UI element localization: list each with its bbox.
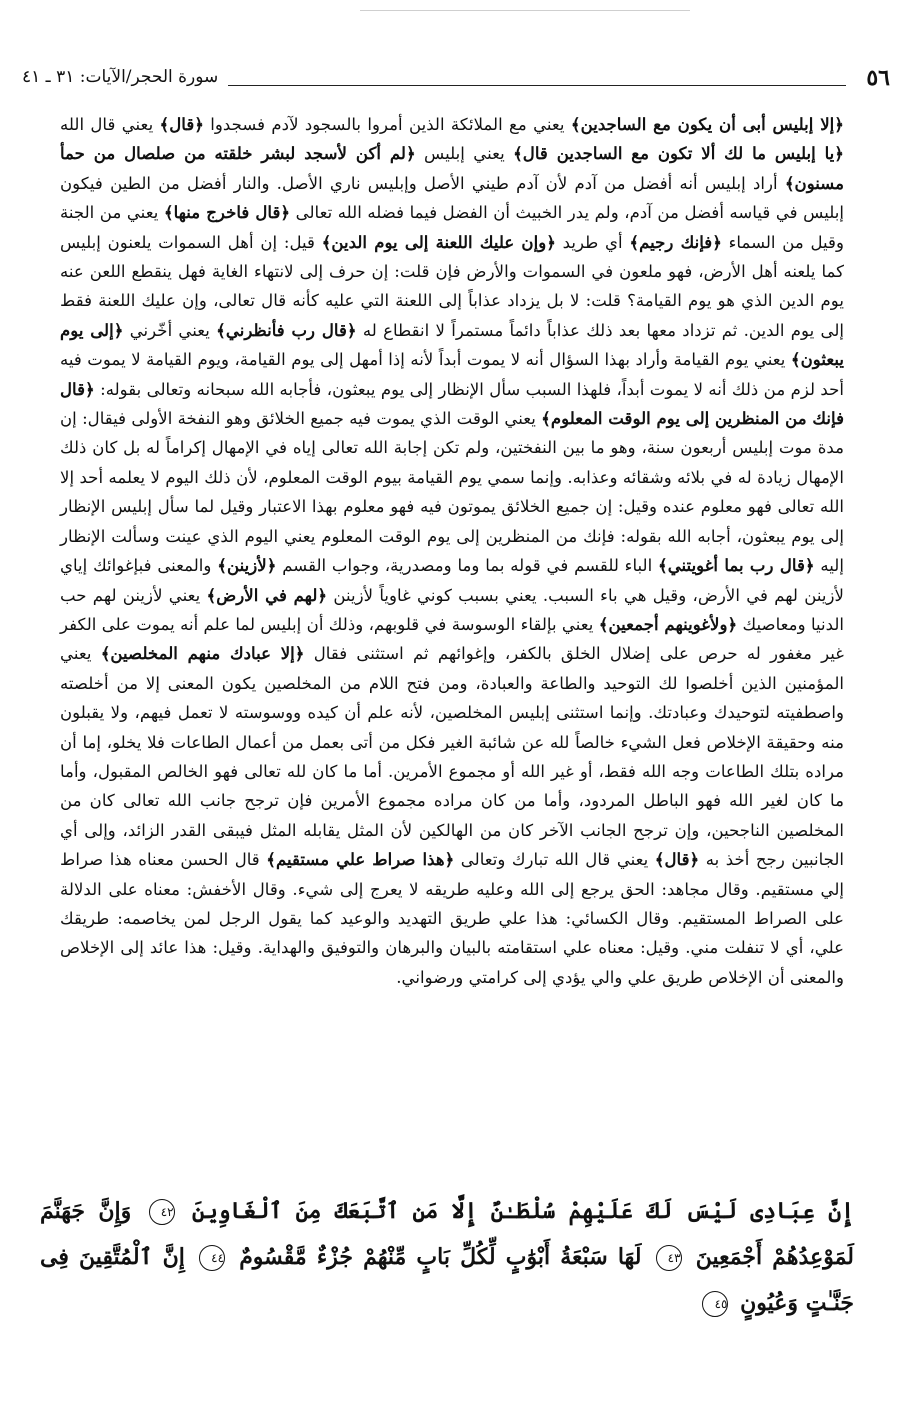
quoted-verse: ﴿قال رب بما أغويتني﴾ [658,555,815,576]
commentary-text: يعني يوم القيامة وأراد بهذا السؤال أنه لا يموت أبداً لأنه إذا أمهل إلى يوم القيامة، ويوم القيامة لا يموت فيه أحد لزم من ذلك أنه لا يموت أبداً، فلهذا السبب سأل الإنظار إلى يوم يبعثون، فأجابه الله سبحانه وتعالى بقوله: [60,350,844,399]
quoted-verse: ﴿هذا صراط علي مستقيم﴾ [266,849,455,870]
quoted-verse: ﴿قال فاخرج منها﴾ [163,202,291,223]
commentary-text: يعني قال الله تبارك وتعالى [454,850,655,870]
quoted-verse: ﴿لأزينن﴾ [217,555,277,576]
ayah-45-text: إِنَّ ٱلْمُتَّقِينَ فِى جَنَّـٰتٍ وَعُيُونٍ [40,1244,854,1316]
ayah-42-text: إِنَّ عِبَادِى لَيْسَ لَكَ عَلَيْهِمْ سُلْطَـٰنٌ إِلَّا مَنِ ٱتَّبَعَكَ مِنَ ٱلْغَاوِينَ [191,1198,854,1224]
quoted-verse: ﴿قال﴾ [654,849,700,870]
quoted-verse: ﴿قال فإنك من المنظرين إلى يوم الوقت المعلوم﴾ [60,378,845,429]
quoted-verse: ﴿لم أكن لأسجد لبشر خلقته من صلصال من حمأ مسنون﴾ [60,143,844,193]
commentary-text: يعني إبليس [415,144,514,164]
commentary-text: يعني قال الله [60,115,160,134]
quran-verses [40,1188,854,1326]
commentary-text: أي طريد [555,232,630,252]
ayah-43-text: وَإِنَّ جَهَنَّمَ لَمَوْعِدُهُمْ أَجْمَعِينَ [40,1198,854,1270]
quoted-verse: ﴿إلا إبليس أبى أن يكون مع الساجدين﴾ [570,114,844,134]
commentary-text: أراد إبليس أنه أفضل من آدم لأن آدم طيني الأصل وإبليس ناري الأصل. والنار أفضل من الطين فيكون إبليس في قياسه أفضل من آدم، ولم يدر الخبيث أن الفضل فيما فضله الله تعالى [60,173,844,223]
ayah-43-marker: ٤٣ [656,1245,682,1271]
commentary-text: قيل: إن أهل السموات يلعنون إبليس كما يلعنه أهل الأرض، فهو ملعون في السموات والأرض فإن قلت: إن حرف إلى لانتهاء الغاية فهل ينقطع اللعن عنه يوم الدين الذي هو يوم القيامة؟ قلت: لا بل يزداد عذاباً إلى اللعنة التي عليه كأنه قال تعالى، وإن عليك اللعنة فقط إلى يوم الدين. ثم تزداد معها بعد ذلك عذاباً دائماً مستمراً لا انقطاع له [60,232,844,340]
tafsir-text [60,110,844,992]
quoted-verse: ﴿فإنك رجيم﴾ [629,231,722,252]
commentary-text: يعني لأزينن لهم حب الدنيا ومعاصيك [60,585,844,634]
quoted-verse: ﴿يا إبليس ما لك ألا تكون مع الساجدين قال﴾ [513,143,845,164]
commentary-text: يعني المؤمنين الذين أخلصوا لك التوحيد والطاعة والعبادة، ومن فتح اللام من المخلصين يكون المعنى إلا من أخلصته واصطفيته لتوحيدك وعبادتك. وإنما استثنى إبليس المخلصين، لأنه علم أن كيده ووسوسته لا تعمل فيهم، ولا يقبلون منه وحقيقة الإخلاص فعل الشيء خالصاً لله عن شائبة الغير فكل من أتى بعمل من أعمال الطاعات فلا يخلو، إما أن مراده بتلك الطاعات وجه الله فقط، أو غير الله أو مجموع الأمرين. أما ما كان لله تعالى فهو الخالص المقبول، وأما ما كان لغير الله فهو الباطل المردود، وأما من كان مراده مجموع الأمرين فإن ترجح جانب الله تعالى كان من المخلصين الناجحين، وإن ترجح الجانب الآخر كان من الهالكين لأن المثل يقابله المثل فيبقى القدر الزائد، وإلى أي الجانبين رجح أخذ به [60,644,845,870]
quoted-verse: ﴿وإن عليك اللعنة إلى يوم الدين﴾ [321,231,556,252]
quoted-verse: ﴿ولأغوينهم أجمعين﴾ [598,613,738,634]
quoted-verse: ﴿لهم في الأرض﴾ [206,584,328,605]
tafsir-paragraph [60,110,844,992]
top-rule [360,10,690,11]
ayah-42-marker: ٤٢ [149,1199,175,1225]
commentary-text: قال الحسن معناه هذا صراط إلي مستقيم. وقال مجاهد: الحق يرجع إلى الله وعليه طريقه لا يعرج إلى شيء. وقال الأخفش: معناه على الدلالة على الصراط المستقيم. وقال الكسائي: هذا علي طريق التهديد والوعيد كما يقول الرجل لمن يخاصمه: طريقك علي، أي لا تنفلت مني. وقيل: معناه علي استقامته بالبيان والبرهان والتوفيق والهداية. وقيل: هذا عائد إلى الإخلاص والمعنى أن الإخلاص طريق علي والي يؤدي إلى كرامتي ورضواني. [60,850,844,987]
quoted-verse: ﴿قال رب فأنظرني﴾ [216,319,357,340]
page-header [22,62,890,94]
commentary-text: الباء للقسم في قوله بما وما ومصدرية، وجواب القسم [276,556,658,576]
quoted-verse: ﴿إلا عبادك منهم المخلصين﴾ [100,643,305,664]
page-number: ٥٦ [866,65,890,91]
commentary-text: يعني مع الملائكة الذين أمروا بالسجود لآدم فسجدوا [204,115,571,134]
running-title: سورة الحجر/الآيات: ٣١ ـ ٤١ [22,62,228,92]
commentary-text: يعني أخّرني [123,320,217,340]
commentary-text: يعني الوقت الذي يموت فيه جميع الخلائق وهو النفخة الأولى فيقال: إن مدة موت إبليس أربعون سنة، وهو ما بين النفختين، ولم تكن إجابة الله تعالى إياه في الإمهال إكراماً له بل كان ذلك الإمهال زيادة له في بلائه وشقائه وعذابه. وإنما سمي يوم القيامة بيوم الوقت المعلوم، لأن ذلك اليوم لا يعلمه أحد إلا الله تعالى فهو معلوم عنده وقيل: إن جميع الخلائق يموتون فيه فهو معلوم بهذا الاعتبار وقيل لما سأل إبليس الإنظار إلى يوم يبعثون، أجابه الله بقوله: فإنك من المنظرين إلى يوم الوقت المعلوم يعني اليوم الذي عينت وسألت الإنظار إليه [60,409,844,576]
commentary-text: والمعنى فبإغوائك إياي لأزينن لهم في الأرض، وقيل هي باء السبب. يعني بسبب كوني غاوياً لأزينن [60,556,844,605]
ayah-44-text: لَهَا سَبْعَةُ أَبْوَٰبٍ لِّكُلِّ بَابٍ مِّنْهُمْ جُزْءٌ مَّقْسُومٌ [239,1244,642,1270]
commentary-text: يعني بإلقاء الوسوسة في قلوبهم، وذلك أن إبليس لما علم أنه يموت على الكفر غير مغفور له حرص على إضلال الخلق بالكفر، وإغوائهم ثم استثنى فقال [60,614,844,664]
ayah-44-marker: ٤٤ [199,1245,225,1271]
ayah-45-marker: ٤٥ [702,1291,728,1317]
quoted-verse: ﴿قال﴾ [159,114,204,134]
commentary-text: يعني من الجنة وقيل من السماء [60,203,844,252]
quoted-verse: ﴿إلى يوم يبعثون﴾ [60,319,844,370]
